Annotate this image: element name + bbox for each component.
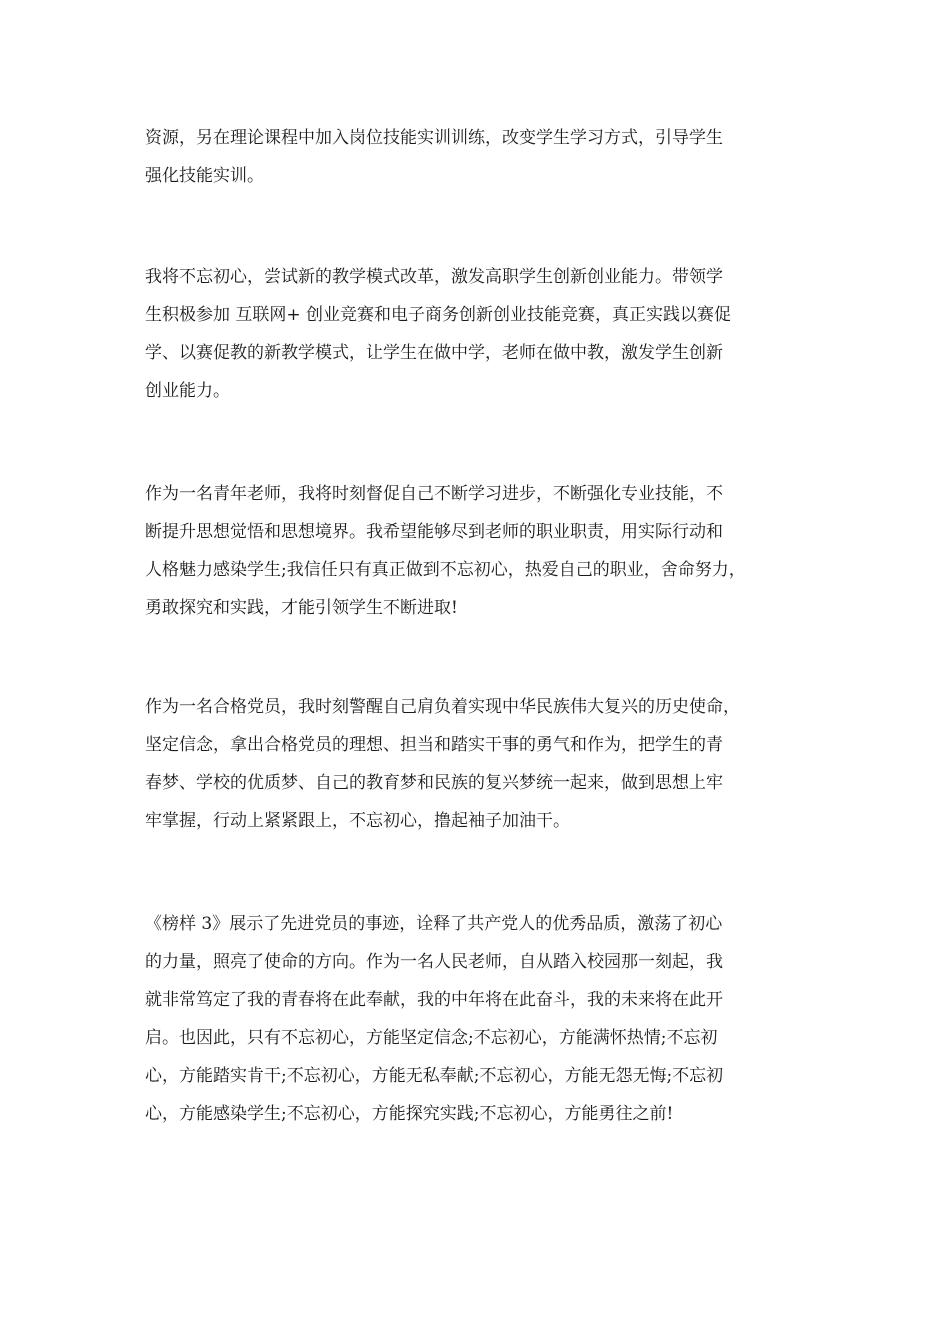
text-line: 春梦、学校的优质梦、自己的教育梦和民族的复兴梦统一起来，做到思想上牢 <box>145 773 723 793</box>
text-line: 断提升思想觉悟和思想境界。我希望能够尽到老师的职业职责，用实际行动和 <box>145 522 723 542</box>
text-line: 学、以赛促教的新教学模式，让学生在做中学，老师在做中教，激发学生创新 <box>145 343 723 363</box>
text-line: 的力量，照亮了使命的方向。作为一名人民老师，自从踏入校园那一刻起，我 <box>145 952 723 972</box>
text-line: 《榜样 3》展示了先进党员的事迹，诠释了共产党人的优秀品质，激荡了初心 <box>145 914 723 934</box>
text-line: 作为一名青年老师，我将时刻督促自己不断学习进步，不断强化专业技能，不 <box>145 484 723 504</box>
paragraph-5 <box>145 905 825 1133</box>
text-line: 就非常笃定了我的青春将在此奉献，我的中年将在此奋斗，我的未来将在此开 <box>145 990 723 1010</box>
text-line: 人格魅力感染学生;我信任只有真正做到不忘初心，热爱自己的职业，舍命努力， <box>145 560 746 580</box>
text-line: 勇敢探究和实践，才能引领学生不断进取! <box>145 598 458 618</box>
text-line: 创业能力。 <box>145 381 230 401</box>
paragraph-2 <box>145 258 825 410</box>
paragraph-1 <box>145 119 825 195</box>
text-line: 我将不忘初心，尝试新的教学模式改革，激发高职学生创新创业能力。带领学 <box>145 267 723 287</box>
text-line: 心，方能感染学生;不忘初心，方能探究实践;不忘初心，方能勇往之前! <box>145 1104 674 1124</box>
paragraph-4 <box>145 688 825 840</box>
text-line: 牢掌握，行动上紧紧跟上，不忘初心，撸起袖子加油干。 <box>145 811 570 831</box>
text-line: 坚定信念，拿出合格党员的理想、担当和踏实干事的勇气和作为，把学生的青 <box>145 735 723 755</box>
text-line: 强化技能实训。 <box>145 166 264 186</box>
text-line: 资源，另在理论课程中加入岗位技能实训训练，改变学生学习方式，引导学生 <box>145 128 723 148</box>
text-line: 启。也因此，只有不忘初心，方能坚定信念;不忘初心，方能满怀热情;不忘初 <box>145 1028 718 1048</box>
text-line: 生积极参加 互联网+ 创业竞赛和电子商务创新创业技能竞赛，真正实践以赛促 <box>145 305 732 325</box>
text-line: 心，方能踏实肯干;不忘初心，方能无私奉献;不忘初心，方能无怨无悔;不忘初 <box>145 1066 724 1086</box>
paragraph-3 <box>145 475 825 627</box>
text-line: 作为一名合格党员，我时刻警醒自己肩负着实现中华民族伟大复兴的历史使命， <box>145 697 740 717</box>
